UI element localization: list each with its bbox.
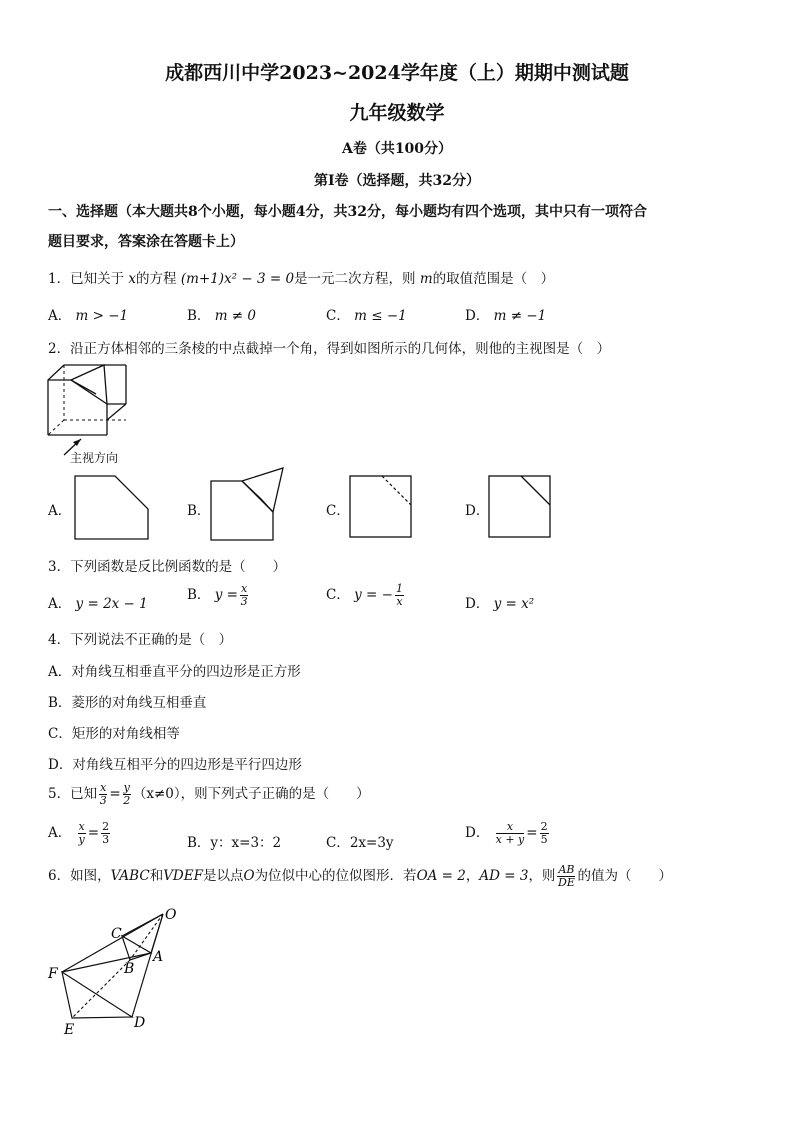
q1-option-a[interactable] bbox=[48, 304, 128, 324]
option-label: A． bbox=[48, 825, 72, 841]
fraction-numerator: AB bbox=[558, 863, 575, 876]
q3-b-fraction bbox=[240, 583, 248, 608]
q6-label-e: E bbox=[64, 1022, 75, 1038]
q1-equation: (m+1)x² − 3 = 0 bbox=[180, 271, 295, 287]
fraction-numerator: y bbox=[123, 781, 130, 794]
q5-a-fraction-lhs bbox=[78, 821, 86, 846]
fraction-denominator: 3 bbox=[102, 833, 110, 846]
q6-text-pre: 6．如图， bbox=[48, 868, 111, 884]
q6-point-o: O bbox=[243, 868, 255, 884]
q2-option-c-figure[interactable] bbox=[349, 475, 413, 539]
fraction-denominator: y bbox=[78, 833, 85, 846]
q3-option-d[interactable] bbox=[465, 592, 534, 612]
fraction-denominator: 3 bbox=[99, 794, 107, 807]
q3-option-a[interactable] bbox=[48, 592, 148, 612]
q5-option-d[interactable]: D． $\frac{x}{x + y}$ = $\frac{2}{5}$ bbox=[465, 820, 548, 846]
q6-text-mid: 是以点 bbox=[202, 868, 244, 884]
view-direction-label: 主视方向 bbox=[70, 451, 119, 465]
q2-option-a-label[interactable]: A． bbox=[48, 503, 72, 519]
fraction-numerator: x bbox=[78, 820, 85, 833]
option-label: C． bbox=[326, 308, 350, 324]
fraction-numerator: 1 bbox=[395, 582, 403, 595]
q1-var: x bbox=[128, 271, 137, 287]
q4-option-a[interactable]: A．对角线互相垂直平分的四边形是正方形 bbox=[48, 664, 301, 680]
question-1-stem bbox=[48, 267, 554, 287]
q6-oa: OA = 2 bbox=[416, 868, 466, 884]
option-label: A． bbox=[48, 596, 72, 612]
q1-option-d[interactable] bbox=[465, 304, 546, 324]
q4-option-b[interactable]: B．菱形的对角线互相垂直 bbox=[48, 695, 207, 711]
question-4-stem: 4．下列说法不正确的是（ ） bbox=[48, 632, 233, 648]
q5-option-a[interactable]: A． $\frac{x}{y}$ = $\frac{2}{3}$ bbox=[48, 820, 110, 846]
q5-text-post: （x≠0），则下列式子正确的是（ ） bbox=[132, 786, 370, 802]
section-heading-line1: 一、选择题（本大题共8个小题，每小题4分，共32分，每小题均有四个选项，其中只有一项符合 bbox=[48, 204, 647, 220]
option-label: A． bbox=[48, 308, 72, 324]
q6-label-f: F bbox=[48, 966, 58, 982]
option-text: y = 2x − 1 bbox=[75, 596, 148, 612]
q2-option-d-figure[interactable] bbox=[488, 475, 552, 539]
volume-a-heading: A卷（共100分） bbox=[341, 141, 453, 157]
q6-text-then: ，则 bbox=[528, 868, 556, 884]
q6-comma: ， bbox=[465, 868, 480, 884]
fraction-numerator: 2 bbox=[540, 820, 548, 833]
option-lhs: y = bbox=[214, 587, 238, 603]
equals-sign: = bbox=[109, 786, 121, 802]
fraction-numerator: x bbox=[240, 582, 248, 595]
fraction-numerator: x bbox=[100, 781, 107, 794]
q5-d-fraction-rhs bbox=[540, 821, 549, 846]
q3-option-c[interactable] bbox=[326, 583, 406, 608]
q6-triangle-abc: VABC bbox=[110, 868, 150, 884]
q1-var2: m bbox=[419, 271, 433, 287]
q6-triangle-def: VDEF bbox=[163, 868, 203, 884]
q4-option-c[interactable]: C．矩形的对角线相等 bbox=[48, 726, 180, 742]
option-text: m ≤ −1 bbox=[354, 308, 407, 324]
fraction-denominator: 2 bbox=[123, 794, 131, 807]
q5-fraction-y2 bbox=[123, 782, 131, 807]
fraction-numerator: x bbox=[496, 821, 525, 834]
option-label: B． bbox=[187, 587, 211, 603]
option-lhs: y = − bbox=[354, 587, 393, 603]
q5-fraction-x3 bbox=[99, 782, 107, 807]
part-one-heading: 第Ⅰ卷（选择题，共32分） bbox=[313, 173, 481, 189]
q1-number: 1． bbox=[48, 271, 71, 287]
option-label: D． bbox=[465, 596, 490, 612]
q2-option-c-label[interactable]: C． bbox=[326, 503, 350, 519]
fraction-numerator: 2 bbox=[102, 820, 110, 833]
q6-label-b: B bbox=[124, 961, 135, 977]
q5-text-pre: 5．已知 bbox=[48, 786, 98, 802]
option-label: D． bbox=[465, 825, 490, 841]
question-2-stem: 2．沿正方体相邻的三条棱的中点截掉一个角，得到如图所示的几何体，则他的主视图是（ ） bbox=[48, 341, 611, 357]
q4-option-d[interactable]: D．对角线互相平分的四边形是平行四边形 bbox=[48, 757, 302, 773]
fraction-denominator: 3 bbox=[240, 595, 248, 608]
q5-a-fraction-rhs bbox=[101, 821, 110, 846]
q1-text-mid: 的方程 bbox=[136, 271, 177, 287]
q5-option-b[interactable]: B．y：x=3：2 bbox=[187, 835, 282, 851]
option-text: m ≠ −1 bbox=[493, 308, 547, 324]
question-5-stem bbox=[48, 782, 370, 807]
q6-label-d: D bbox=[134, 1015, 146, 1031]
q6-label-a: A bbox=[153, 949, 164, 965]
q1-text-post: 是一元二次方程，则 bbox=[294, 271, 416, 287]
q3-option-b[interactable] bbox=[187, 583, 250, 608]
q1-option-c[interactable] bbox=[326, 304, 407, 324]
fraction-denominator: x + y bbox=[495, 833, 525, 846]
q3-c-fraction bbox=[395, 583, 404, 608]
q6-text-mid2: 为位似中心的位似图形．若 bbox=[254, 868, 417, 884]
q6-text-post: 的值为（ ） bbox=[577, 868, 672, 884]
question-6-stem bbox=[48, 864, 672, 889]
option-text: m > −1 bbox=[75, 308, 129, 324]
q5-d-fraction-lhs bbox=[496, 821, 525, 846]
q1-option-b[interactable] bbox=[187, 304, 256, 324]
q5-option-c[interactable]: C．2x=3y bbox=[326, 835, 394, 851]
q6-homothety-figure bbox=[44, 905, 194, 1040]
q1-text-post2: 的取值范围是（ ） bbox=[432, 271, 555, 287]
subject-title: 九年级数学 bbox=[349, 102, 445, 124]
option-label: C． bbox=[326, 587, 350, 603]
option-label: B． bbox=[187, 308, 211, 324]
option-text: m ≠ 0 bbox=[214, 308, 257, 324]
fraction-denominator: DE bbox=[558, 876, 575, 889]
q6-fraction-ab-de bbox=[557, 864, 575, 889]
q6-label-c: C bbox=[111, 926, 122, 942]
option-text: y = x² bbox=[493, 596, 535, 612]
q6-text-and: 和 bbox=[149, 868, 164, 884]
q2-option-a-figure[interactable] bbox=[74, 475, 154, 541]
q6-label-o: O bbox=[165, 907, 177, 923]
fraction-denominator: 5 bbox=[540, 833, 548, 846]
option-label: D． bbox=[465, 308, 490, 324]
q2-option-b-figure[interactable] bbox=[210, 467, 290, 543]
section-heading-line2: 题目要求，答案涂在答题卡上） bbox=[48, 234, 244, 250]
q2-option-b-label[interactable]: B． bbox=[187, 503, 211, 519]
q1-text-pre: 已知关于 bbox=[70, 271, 125, 287]
fraction-denominator: x bbox=[396, 595, 403, 608]
q2-option-d-label[interactable]: D． bbox=[465, 503, 490, 519]
page-title: 成都西川中学2023~2024学年度（上）期期中测试题 bbox=[165, 62, 629, 84]
question-3-stem: 3．下列函数是反比例函数的是（ ） bbox=[48, 559, 287, 575]
q6-ad: AD = 3 bbox=[479, 868, 529, 884]
